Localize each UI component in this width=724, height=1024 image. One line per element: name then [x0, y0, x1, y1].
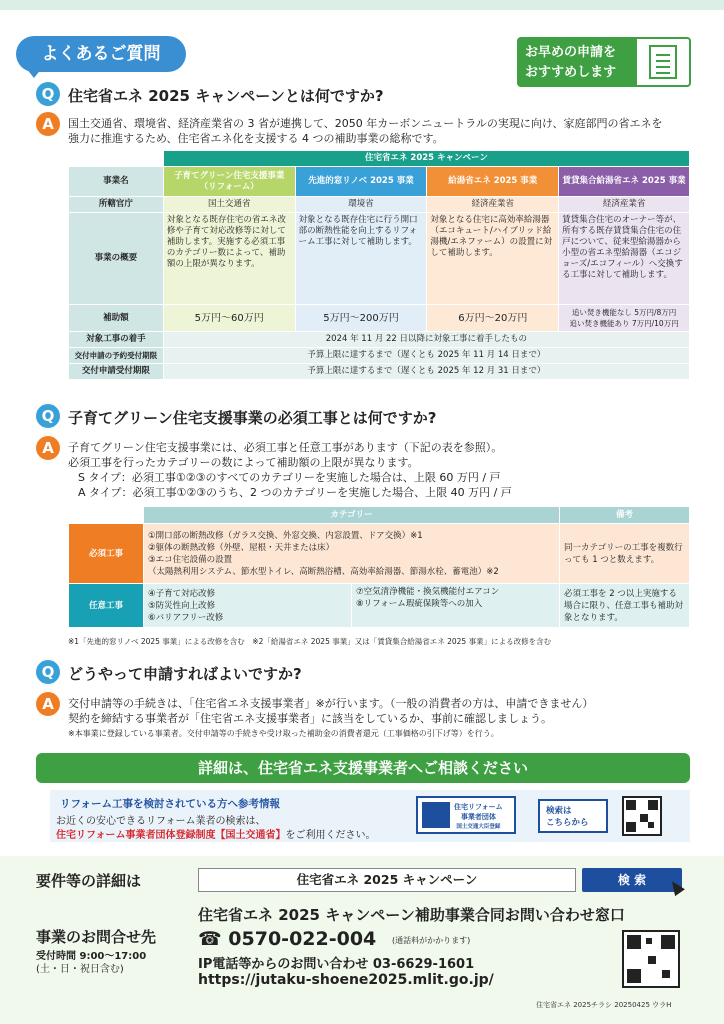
campaign-url[interactable]: https://jutaku-shoene2025.mlit.go.jp/	[198, 972, 494, 988]
table-corner	[69, 151, 164, 167]
program-name-3: 給湯省エネ 2025 事業	[427, 167, 559, 197]
a2-line2: 必須工事を行ったカテゴリーの数によって補助額の上限が異なります。	[68, 456, 419, 469]
ip-phone: IP電話等からのお問い合わせ 03-6629-1601	[198, 957, 475, 972]
contact-label: 事業のお問合せ先	[36, 928, 157, 946]
consult-banner: 詳細は、住宅省エネ支援事業者へご相談ください	[36, 753, 690, 783]
faq-title: よくあるご質問	[16, 36, 186, 72]
reform-search-line2: こちらから	[546, 818, 589, 828]
required-item-3-detail: （太陽熱利用システム、節水型トイレ、高断熱浴槽、高効率給湯器、節湯水栓、蓄電池）※2	[148, 566, 499, 577]
reform-link[interactable]: 住宅リフォーム事業者団体登録制度【国土交通省】	[56, 830, 286, 841]
early-apply-line1: お早めの申請を	[525, 45, 617, 60]
a1-line1: 国土交通省、環境省、経済産業省の 3 省が連携して、2050 年カーボンニュートラルの実現に向け、家庭部門の省エネを	[68, 117, 663, 130]
row-label-ministry: 所轄官庁	[69, 197, 164, 213]
top-bar	[0, 0, 724, 10]
campaign-header: 住宅省エネ 2025 キャンペーン	[163, 151, 689, 167]
q2-mark: Q	[36, 404, 60, 428]
optional-item-8: ⑧リフォーム瑕疵保険等への加入	[356, 599, 483, 609]
contact-hours	[36, 950, 146, 976]
row-label-name: 事業名	[69, 167, 164, 197]
a1-line2: 強力に推進するため、住宅省エネ化を支援する 4 つの補助事業の総称です。	[68, 132, 444, 145]
early-apply-text	[519, 39, 637, 85]
program-name-1: 子育てグリーン住宅支援事業（リフォーム）	[163, 167, 295, 197]
overview-4: 賃貸集合住宅のオーナー等が、所有する既存賃貸集合住宅の住戸について、従来型給湯器から小型の省エネ型給湯器（エコジョーズ/エコフィール）へ交換する工事に対して補助します。	[559, 213, 690, 305]
hours-line1: 受付時間 9:00〜17:00	[36, 951, 147, 962]
optional-item-5: ⑤防災性向上改修	[148, 600, 216, 611]
optional-items-left	[144, 584, 352, 628]
category-header: カテゴリー	[144, 507, 560, 524]
reform-logo-line2: 事業者団体	[460, 813, 496, 821]
q1-mark: Q	[36, 82, 60, 106]
required-note: 同一カテゴリーの工事を複数行っても 1 つと数えます。	[560, 524, 690, 584]
row-label-overview: 事業の概要	[69, 213, 164, 305]
required-item-1: ①開口部の断熱改修（ガラス交換、外窓交換、内窓設置、ドア交換）※1	[148, 530, 423, 541]
q1-question: 住宅省エネ 2025 キャンペーンとは何ですか?	[68, 87, 384, 105]
reform-title: リフォーム工事を検討されている方へ参考情報	[60, 798, 280, 810]
a2-answer	[68, 440, 698, 500]
program-name-2: 先進的窓リノベ 2025 事業	[295, 167, 427, 197]
optional-items-right	[352, 584, 560, 628]
reform-line2	[56, 826, 376, 841]
row-label-start: 対象工事の着手	[69, 332, 164, 348]
phone-icon: ☎	[198, 928, 222, 950]
a3-line1: 交付申請等の手続きは、「住宅省エネ支援事業者」※が行います。（一般の消費者の方は、申請できません）	[68, 697, 594, 710]
document-icon	[649, 45, 677, 79]
a2-line1: 子育てグリーン住宅支援事業には、必須工事と任意工事があります（下記の表を参照）。	[68, 441, 503, 454]
amount-4-line2: 追い焚き機能あり 7万円/10万円	[569, 319, 679, 328]
row-label-amount: 補助額	[69, 305, 164, 332]
details-label: 要件等の詳細は	[36, 872, 142, 890]
a3-mark: A	[36, 692, 60, 716]
reform-logo-text	[454, 802, 503, 832]
ministry-2: 環境省	[295, 197, 427, 213]
table2-corner	[69, 507, 144, 524]
contact-title: 住宅省エネ 2025 キャンペーン補助事業合同お問い合わせ窓口	[198, 906, 625, 924]
amount-3: 6万円〜20万円	[427, 305, 559, 332]
row-label-reserve: 交付申請の予約受付期限	[69, 348, 164, 364]
q3-mark: Q	[36, 660, 60, 684]
a3-answer	[68, 696, 698, 741]
reform-qr-code[interactable]	[622, 796, 662, 836]
reform-logo-line1: 住宅リフォーム	[454, 803, 503, 811]
a2-mark: A	[36, 436, 60, 460]
reform-logo-line3: 国土交通大臣登録	[456, 824, 501, 830]
optional-item-7: ⑦空気清浄機能・換気機能付エアコン	[356, 587, 500, 597]
overview-1: 対象となる既存住宅の省エネ改修や子育て対応改修等に対して補助します。実施する必須工事のカテゴリー数によって、補助額の上限が異なります。	[163, 213, 295, 305]
faq-title-tail	[26, 68, 42, 78]
amount-2: 5万円〜200万円	[295, 305, 427, 332]
campaign-table	[68, 150, 690, 380]
amount-4-line1: 追い焚き機能なし 5万円/8万円	[571, 308, 677, 317]
reform-search-link[interactable]	[538, 799, 608, 833]
ministry-4: 経済産業省	[559, 197, 690, 213]
work-category-table	[68, 506, 690, 628]
a2-line4: A タイプ：必須工事①②③のうち、2 つのカテゴリーを実施した場合、上限 40 万円 / 戸	[78, 486, 512, 499]
a3-note: ※本事業に登録している事業者。交付申請等の手続きや受け取った補助金の消費者還元（工事価格の引下げ等）を行う。	[68, 729, 499, 738]
optional-item-4: ④子育て対応改修	[148, 588, 216, 599]
contact-phone[interactable]	[198, 928, 376, 950]
a1-answer	[68, 116, 698, 146]
remarks-header: 備考	[560, 507, 690, 524]
q3-question: どうやって申請すればよいですか?	[68, 665, 302, 683]
optional-label: 任意工事	[69, 584, 144, 628]
table2-footnote: ※1「先進的窓リノベ 2025 事業」による改修を含む ※2「給湯省エネ 2025 事業」又は「賃貸集合給湯省エネ 2025 事業」による改修を含む	[68, 637, 552, 646]
amount-4	[559, 305, 690, 332]
a1-mark: A	[36, 112, 60, 136]
amount-1: 5万円〜60万円	[163, 305, 295, 332]
ministry-3: 経済産業省	[427, 197, 559, 213]
start-value: 2024 年 11 月 22 日以降に対象工事に着手したもの	[163, 332, 689, 348]
campaign-search-input[interactable]: 住宅省エネ 2025 キャンペーン	[198, 868, 576, 892]
optional-item-6: ⑥バリアフリー改修	[148, 612, 224, 623]
apply-deadline: 予算上限に達するまで（遅くとも 2025 年 12 月 31 日まで）	[163, 364, 689, 380]
reform-line1: お近くの安心できるリフォーム業者の検索は、	[56, 816, 266, 827]
overview-2: 対象となる既存住宅に行う開口部の断熱性能を向上するリフォーム工事に対して補助します。	[295, 213, 427, 305]
required-items	[144, 524, 560, 584]
search-button[interactable]: 検 索	[582, 868, 682, 892]
reform-line2-suffix: をご利用ください。	[285, 830, 376, 841]
early-apply-line2: おすすめします	[525, 65, 617, 80]
campaign-qr-code[interactable]	[622, 930, 680, 988]
flyer-code: 住宅省エネ 2025チラシ 20250425 ウラH	[536, 1001, 672, 1009]
a3-line2: 契約を締結する事業者が「住宅省エネ支援事業者」に該当をしているか、事前に確認しましょう。	[68, 712, 552, 725]
reserve-deadline: 予算上限に達するまで（遅くとも 2025 年 11 月 14 日まで）	[163, 348, 689, 364]
ministry-1: 国土交通省	[163, 197, 295, 213]
a2-line3: S タイプ：必須工事①②③のすべてのカテゴリーを実施した場合は、上限 60 万円 / 戸	[78, 471, 501, 484]
optional-note: 必須工事を 2 つ以上実施する場合に限り、任意工事も補助対象となります。	[560, 584, 690, 628]
overview-3: 対象となる住宅に高効率給湯器（エコキュート/ハイブリッド給湯機/エネファーム）の設置に対して補助します。	[427, 213, 559, 305]
hours-line2: (土・日・祝日含む)	[36, 964, 124, 975]
early-apply-badge	[517, 37, 691, 87]
required-label: 必須工事	[69, 524, 144, 584]
row-label-apply: 交付申請受付期限	[69, 364, 164, 380]
phone-number: 0570-022-004	[228, 928, 377, 950]
phone-note: (通話料がかかります)	[392, 936, 471, 945]
program-name-4: 賃貸集合給湯省エネ 2025 事業	[559, 167, 690, 197]
reform-search-line1: 検索は	[546, 806, 572, 816]
required-item-2: ②躯体の断熱改修（外壁、屋根・天井または床）	[148, 542, 335, 553]
reform-registry-logo	[416, 796, 516, 834]
house-logo-icon	[422, 802, 450, 828]
q2-question: 子育てグリーン住宅支援事業の必須工事とは何ですか?	[68, 409, 437, 427]
required-item-3: ③エコ住宅設備の設置	[148, 554, 233, 565]
